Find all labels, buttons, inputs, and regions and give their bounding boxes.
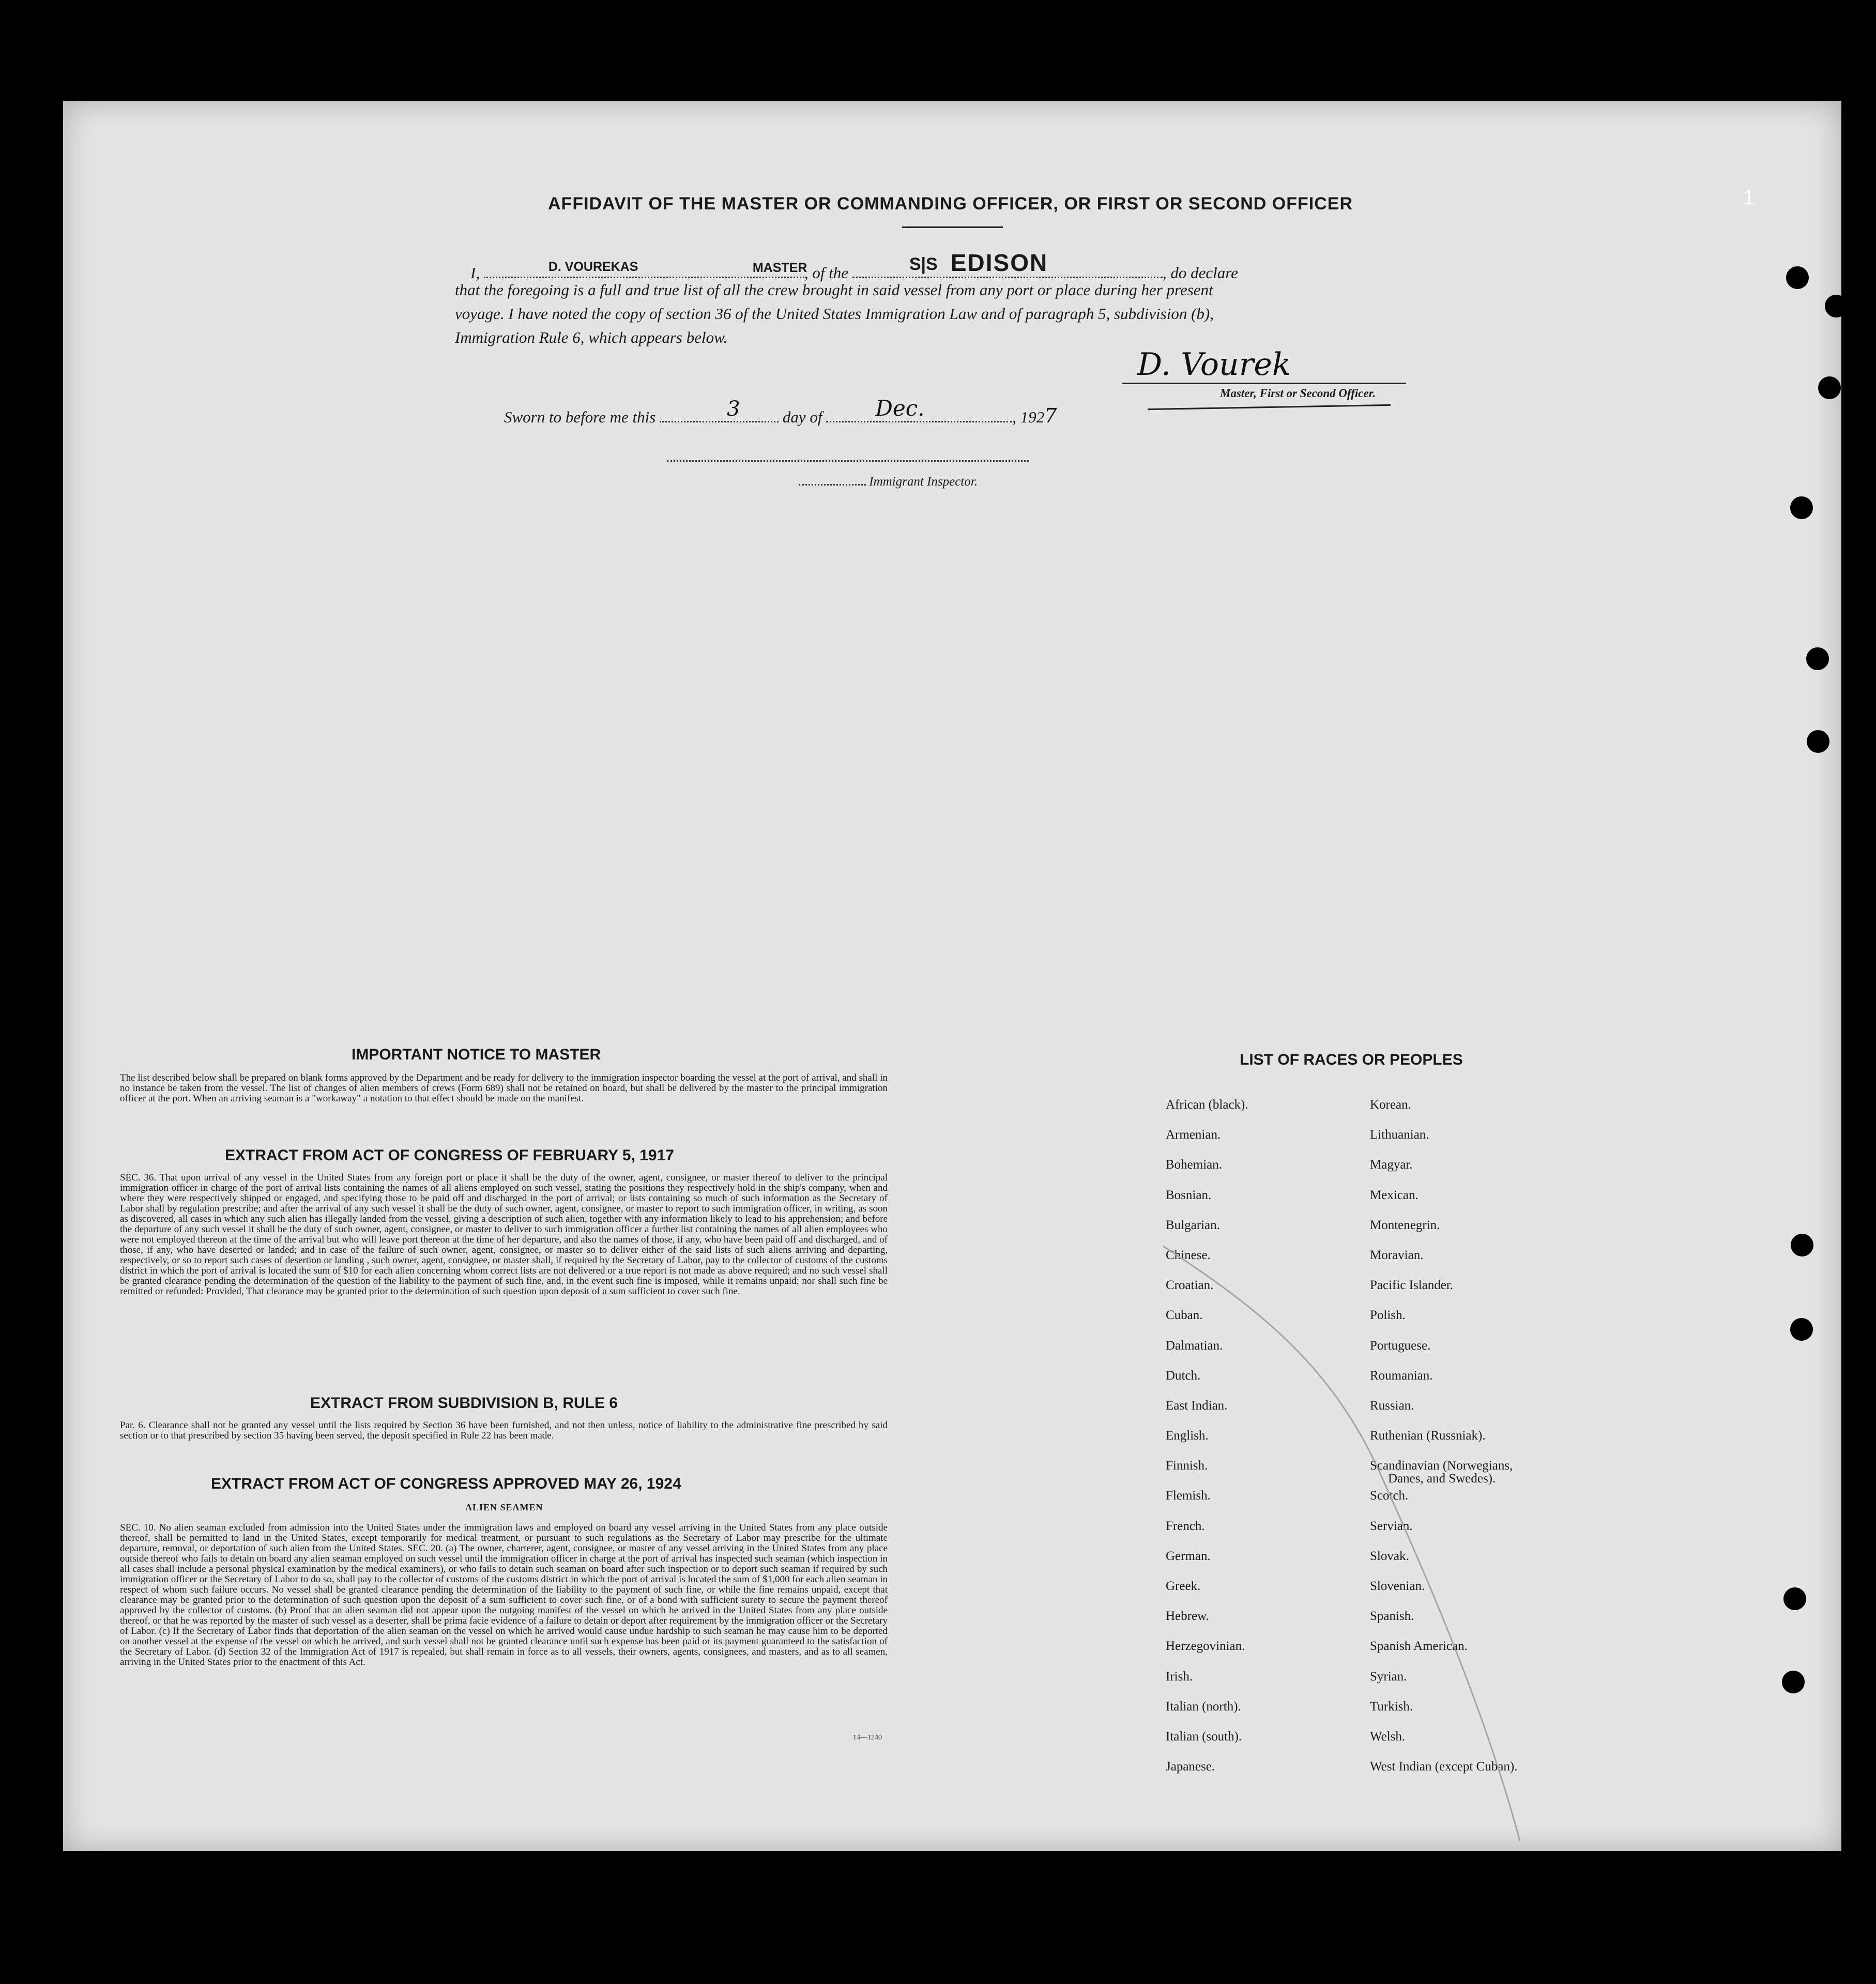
binder-hole bbox=[1783, 1587, 1806, 1610]
binder-hole bbox=[1790, 1318, 1813, 1341]
race-item: French. bbox=[1166, 1519, 1205, 1533]
race-item: Armenian. bbox=[1166, 1128, 1221, 1142]
race-item: Dutch. bbox=[1166, 1368, 1201, 1383]
day-of-text: day of bbox=[782, 408, 822, 426]
race-item-scandinavian: Scandinavian (Norwegians, bbox=[1370, 1459, 1513, 1473]
binder-hole bbox=[1825, 295, 1848, 317]
race-item: Magyar. bbox=[1370, 1158, 1413, 1172]
affidavit-line-3: voyage. I have noted the copy of section 36 of the United States Immigration Law and of paragraph 5, subdivision (b), bbox=[455, 305, 1214, 323]
race-item: Roumanian. bbox=[1370, 1368, 1433, 1383]
sworn-line bbox=[504, 396, 1057, 427]
race-item-continuation: Danes, and Swedes). bbox=[1388, 1472, 1496, 1486]
extract-1924-title: EXTRACT FROM ACT OF CONGRESS APPROVED MAY 26, 1924 bbox=[211, 1475, 681, 1492]
affidavit-line-1 bbox=[470, 249, 1238, 282]
race-item: Montenegrin. bbox=[1370, 1218, 1440, 1232]
extract-1924-subtitle: ALIEN SEAMEN bbox=[465, 1502, 543, 1512]
do-declare-text: , do declare bbox=[1162, 264, 1238, 282]
race-item: Mexican. bbox=[1370, 1188, 1419, 1202]
race-item: Servian. bbox=[1370, 1519, 1413, 1533]
signature-caption: Master, First or Second Officer. bbox=[1220, 387, 1376, 400]
paper-crack bbox=[1163, 1241, 1577, 1861]
race-item: Slovenian. bbox=[1370, 1579, 1425, 1593]
races-title: LIST OF RACES OR PEOPLES bbox=[1240, 1051, 1463, 1068]
master-signature: D. Vourek bbox=[1137, 346, 1291, 383]
inspector-caption: Immigrant Inspector. bbox=[869, 475, 978, 489]
race-item: Polish. bbox=[1370, 1308, 1406, 1323]
affidavit-title: AFFIDAVIT OF THE MASTER OR COMMANDING OFFICER, OR FIRST OR SECOND OFFICER bbox=[548, 194, 1353, 214]
race-item: English. bbox=[1166, 1429, 1209, 1443]
affidavit-i: I, bbox=[470, 264, 480, 282]
notice-text: The list described below shall be prepared on blank forms approved by the Department and be ready for delivery to the immigration inspector boarding the vessel at the port of arrival, and shall in no instance be taken from the vessel. The list of changes of alien members of crews (Form 689) shall not be retained on board, but shall be delivered by the master to the principal immigration officer at the port. When an arriving seaman is a "workaway" a notation to that effect should be made on the manifest. bbox=[120, 1072, 888, 1104]
sworn-text: Sworn to before me this bbox=[504, 408, 656, 426]
binder-hole bbox=[1782, 1671, 1805, 1693]
race-item: Turkish. bbox=[1370, 1699, 1413, 1714]
race-item: Cuban. bbox=[1166, 1308, 1203, 1323]
inspector-blank bbox=[799, 484, 866, 486]
vessel-name: EDISON bbox=[950, 249, 1048, 276]
race-item: Dalmatian. bbox=[1166, 1338, 1223, 1353]
binder-hole bbox=[1791, 1234, 1813, 1256]
extract-1924-text: SEC. 10. No alien seaman excluded from admission into the United States under the immigration laws and employed on board any vessel arriving in the United States from any place outside thereof, shall be permitted to land in the United States, except temporarily for medical treatment, or pursuant to such regulations as the Secretary of Labor may prescribe for the ultimate departure, removal, or deportation of such alien from the United States. SEC. 20. (a) The owner, charterer, agent, consignee, or master of any vessel arriving in the United States from any place outside thereof who fails to detain on board any alien seaman employed on such vessel until the immigration officer in charge at the port of arrival has inspected such seaman (which inspection in all cases shall include a personal physical examination by the medical examiners), or who fails to detain such seaman on board after such inspection or to deport such seaman if required by such immigration officer or the Secretary of Labor to do so, shall pay to the collector of customs of the customs district in which the port of arrival is located the sum of $1,000 for each alien seaman in respect of whom such failure occurs. No vessel shall be granted clearance pending the determination of the liability to the payment of such fine, or while the fine remains unpaid, except that clearance may be granted prior to the determination of such question upon the deposit of a sum sufficient to cover such fine, or of a bond with sufficient surety to secure the payment thereof approved by the collector of customs. (b) Proof that an alien seaman did not appear upon the outgoing manifest of the vessel on which he arrived in the United States from any place outside thereof, or that he was reported by the master of such vessel as a deserter, shall be prima facie evidence of a failure to detain or deport after requirement by the immigration officer or the Secretary of Labor. (c) If the Secretary of Labor finds that deportation of the alien seaman on the vessel on which he arrived would cause undue hardship to such seaman he may cause him to be deported on another vessel at the expense of the vessel on which he arrived, and such vessel shall not be granted clearance until such expense has been paid or its payment guaranteed to the satisfaction of the Secretary of Labor. (d) Section 32 of the Immigration Act of 1917 is repealed, but shall remain in force as to all vessels, their owners, agents, consignees, and masters, and as to all seamen, arriving in the United States prior to the enactment of this Act. bbox=[120, 1522, 888, 1668]
vessel-blank bbox=[852, 249, 1163, 278]
name-blank bbox=[484, 260, 807, 278]
race-item: Syrian. bbox=[1370, 1669, 1407, 1684]
binder-hole bbox=[1806, 647, 1829, 670]
race-item: Ruthenian (Russniak). bbox=[1370, 1429, 1486, 1443]
race-item: Hebrew. bbox=[1166, 1609, 1209, 1624]
race-item: Spanish. bbox=[1370, 1609, 1414, 1624]
race-item: Slovak. bbox=[1370, 1549, 1409, 1563]
race-item: Spanish American. bbox=[1370, 1639, 1468, 1654]
affidavit-line-2: that the foregoing is a full and true list of all the crew brought in said vessel from any port or place during her present bbox=[455, 281, 1213, 299]
master-rank: MASTER bbox=[752, 261, 807, 275]
race-item: Portuguese. bbox=[1370, 1338, 1431, 1353]
race-item: Greek. bbox=[1166, 1579, 1201, 1593]
race-item: Herzegovinian. bbox=[1166, 1639, 1245, 1654]
notice-title: IMPORTANT NOTICE TO MASTER bbox=[352, 1046, 601, 1063]
binder-hole bbox=[1818, 376, 1841, 399]
affidavit-line-4: Immigration Rule 6, which appears below. bbox=[455, 328, 728, 346]
race-item: African (black). bbox=[1166, 1098, 1248, 1112]
signature-line bbox=[1122, 383, 1406, 384]
race-item: Korean. bbox=[1370, 1098, 1411, 1112]
year-text: , 192 bbox=[1012, 408, 1045, 426]
binder-hole bbox=[1807, 730, 1829, 753]
of-the-text: , of the bbox=[804, 264, 849, 282]
form-number: 14—1240 bbox=[853, 1734, 882, 1741]
race-item: Italian (north). bbox=[1166, 1699, 1241, 1714]
master-name: D. VOUREKAS bbox=[548, 260, 638, 274]
race-item: Bosnian. bbox=[1166, 1188, 1212, 1202]
binder-hole bbox=[1790, 496, 1813, 519]
race-item: Lithuanian. bbox=[1370, 1128, 1429, 1142]
subdivision-text: Par. 6. Clearance shall not be granted any vessel until the lists required by Section 36 have been furnished, and not then unless, notice of liability to the administrative fine prescribed by said section or to that prescribed by section 35 having been served, the deposit specified in Rule 22 has been made. bbox=[120, 1420, 888, 1441]
sworn-day: 3 bbox=[727, 397, 740, 421]
day-blank bbox=[660, 397, 779, 422]
race-item: Bohemian. bbox=[1166, 1158, 1223, 1172]
inspector-line bbox=[799, 475, 978, 489]
race-item: Irish. bbox=[1166, 1669, 1193, 1684]
race-item: Japanese. bbox=[1166, 1760, 1215, 1774]
race-item: Italian (south). bbox=[1166, 1729, 1242, 1744]
race-item: Croatian. bbox=[1166, 1278, 1214, 1293]
race-item: Bulgarian. bbox=[1166, 1218, 1220, 1232]
race-item: Russian. bbox=[1370, 1398, 1414, 1413]
title-rule bbox=[902, 226, 1003, 228]
race-item: Scotch. bbox=[1370, 1489, 1409, 1503]
race-item: Welsh. bbox=[1370, 1729, 1406, 1744]
race-item: Finnish. bbox=[1166, 1459, 1208, 1473]
subdivision-title: EXTRACT FROM SUBDIVISION B, RULE 6 bbox=[310, 1395, 618, 1412]
race-item: Chinese. bbox=[1166, 1248, 1211, 1262]
extract-1917-title: EXTRACT FROM ACT OF CONGRESS OF FEBRUARY 5, 1917 bbox=[225, 1147, 674, 1164]
race-item: East Indian. bbox=[1166, 1398, 1228, 1413]
extract-1917-text: SEC. 36. That upon arrival of any vessel in the United States from any foreign port or place it shall be the duty of the owner, agent, consignee, or master thereof to deliver to the principal immigration officer in charge of the port of arrival lists containing the names of all aliens employed on such vessel, stating the positions they respectively hold in the ship's company, when and where they were respectively shipped or engaged, and specifying those to be paid off and discharged in the port of arrival; or lists containing so much of such information as the Secretary of Labor shall by regulation prescribe; and after the arrival of any such vessel it shall be the duty of such owner, agent, consignee, or master to report to such immigration officer, in writing, as soon as discovered, all cases in which any such alien has illegally landed from the vessel, giving a description of such alien, together with any information likely to lead to his apprehension; and before the departure of any such vessel it shall be the duty of such owner, agent, consignee, or master to deliver to such immigration officer a further list containing the names of all alien employees who were not employed thereon at the time of the arrival but who will leave port thereon at the time of her departure, and also the names of those, if any, who have been paid off and discharged, and of those, if any, who have deserted or landed; and in case of the failure of such owner, agent, consignee, or master so to deliver either of the said lists of such aliens arriving and departing, respectively, or so to report such cases of desertion or landing , such owner, agent, consignee, or master shall, if required by the Secretary of Labor, pay to the collector of customs of the customs district in which the port of arrival is located the sum of $10 for each alien concerning whom correct lists are not delivered or a true report is not made as above required; and no such vessel shall be granted clearance pending the determination of the question of the liability to the payment of such fine, and, in the event such fine is imposed, while it remains unpaid; nor shall such fine be remitted or refunded: Provided, That clearance may be granted prior to the determination of such question upon deposit of a sum sufficient to cover such fine. bbox=[120, 1172, 888, 1297]
vessel-prefix: S|S bbox=[909, 254, 938, 274]
race-item: German. bbox=[1166, 1549, 1211, 1563]
race-item: West Indian (except Cuban). bbox=[1370, 1760, 1518, 1774]
race-item: Pacific Islander. bbox=[1370, 1278, 1454, 1293]
race-item: Moravian. bbox=[1370, 1248, 1424, 1262]
month-blank bbox=[826, 396, 1012, 422]
binder-hole bbox=[1786, 266, 1809, 289]
sworn-month: Dec. bbox=[875, 396, 925, 421]
race-item: Flemish. bbox=[1166, 1489, 1211, 1503]
corner-mark: 1 bbox=[1743, 186, 1755, 209]
inspector-signature-line bbox=[667, 460, 1029, 462]
year-suffix: 7 bbox=[1044, 404, 1057, 427]
